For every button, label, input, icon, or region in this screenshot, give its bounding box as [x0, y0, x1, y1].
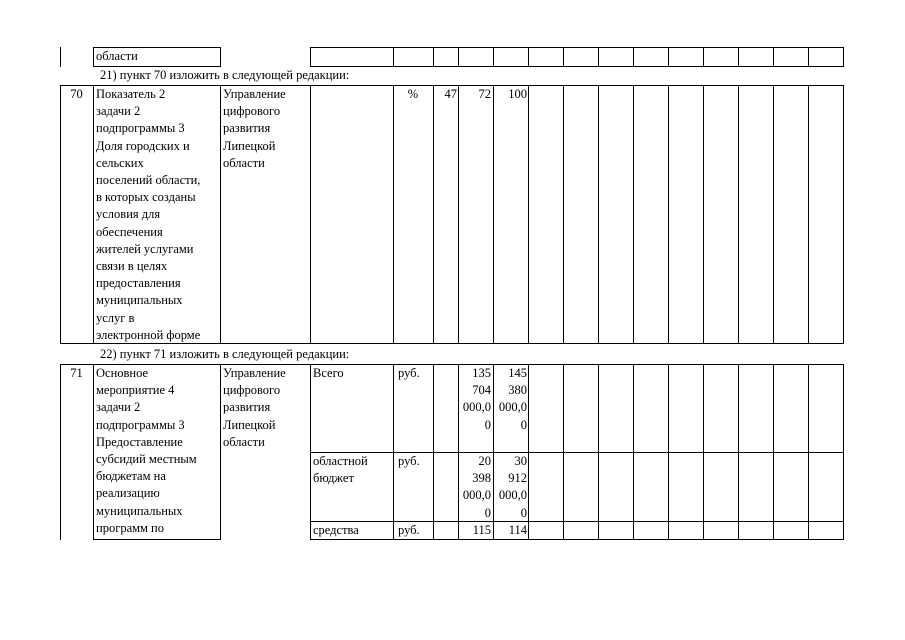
grid-line [60, 47, 61, 67]
text-line: цифрового [223, 383, 281, 398]
text-line: 30 [514, 454, 527, 468]
text-line: связи в целях [96, 259, 168, 273]
row70-unit: % [407, 87, 419, 101]
grid-line [433, 85, 434, 344]
grid-line [60, 85, 61, 344]
text-line: 145 [508, 366, 527, 380]
text-line: задачи 2 [96, 400, 141, 415]
text-line: бюджетам на [96, 469, 166, 484]
text-line: 000,0 [462, 488, 491, 503]
grid-line [808, 85, 809, 344]
grid-line [220, 85, 221, 344]
grid-line [458, 85, 459, 344]
text-line: Предоставление [96, 434, 183, 449]
grid-line [843, 364, 844, 540]
grid-line [493, 47, 494, 67]
text-line: руб. [398, 366, 420, 380]
grid-line [310, 85, 311, 344]
grid-line [843, 85, 844, 344]
text-line: 398 [472, 471, 491, 486]
text-line: субсидий местным [96, 452, 197, 466]
grid-line [458, 47, 459, 67]
text-line: условия для [96, 207, 161, 222]
amendment-22: 22) пункт 71 изложить в следующей редакции: [100, 347, 350, 361]
grid-line [93, 85, 94, 344]
row70-value-3: 100 [508, 87, 527, 101]
text-line: электронной форме [96, 327, 201, 342]
grid-line [393, 364, 394, 540]
text-line: обеспечения [96, 224, 163, 239]
text-line: муниципальных [96, 293, 183, 308]
text-line: 704 [472, 383, 491, 398]
text-line: услуг в [96, 310, 135, 325]
grid-line [433, 364, 434, 540]
grid-line [633, 85, 634, 344]
grid-line [528, 85, 529, 344]
grid-line [598, 85, 599, 344]
text-line: 0 [484, 505, 491, 520]
grid-line [60, 364, 61, 540]
text-line: подпрограммы 3 [96, 417, 185, 432]
grid-line [493, 364, 494, 540]
text-line: Основное [96, 366, 149, 380]
grid-line [563, 47, 564, 67]
grid-line [773, 85, 774, 344]
grid-line [220, 47, 221, 67]
grid-line [528, 364, 529, 540]
text-line: 000,0 [498, 400, 527, 415]
grid-line [60, 364, 844, 365]
grid-line [598, 364, 599, 540]
grid-line [93, 364, 94, 540]
text-line: предоставления [96, 276, 181, 291]
amendment-21: 21) пункт 70 изложить в следующей редакции: [100, 68, 350, 82]
grid-line [310, 521, 844, 522]
grid-line [310, 452, 844, 453]
text-line: Доля городских и [96, 138, 190, 153]
text-line: 000,0 [462, 400, 491, 415]
text-line: 0 [520, 417, 527, 432]
grid-line [633, 47, 634, 67]
grid-line [668, 364, 669, 540]
grid-line [633, 364, 634, 540]
grid-line [563, 85, 564, 344]
text-line: 115 [472, 523, 491, 537]
text-line: Всего [313, 366, 344, 380]
grid-line [433, 47, 434, 67]
text-line: области [223, 155, 265, 170]
grid-line [310, 47, 844, 48]
grid-line [773, 47, 774, 67]
text-line: средства [313, 523, 359, 537]
grid-line [458, 364, 459, 540]
text-line: 912 [508, 471, 527, 486]
grid-line [738, 47, 739, 67]
text-line: сельских [96, 155, 144, 170]
grid-line [668, 85, 669, 344]
grid-line [310, 364, 311, 540]
grid-line [703, 85, 704, 344]
text-line: бюджет [313, 471, 354, 486]
text-line: области [223, 434, 265, 449]
text-line: руб. [398, 523, 420, 537]
text-line: 000,0 [498, 488, 527, 503]
grid-line [808, 364, 809, 540]
text-line: Липецкой [223, 138, 276, 153]
text-line: развития [223, 121, 271, 136]
text-line: Показатель 2 [96, 87, 166, 101]
grid-line [703, 47, 704, 67]
text-line: 114 [508, 523, 527, 537]
grid-line [310, 539, 844, 540]
grid-line [220, 364, 221, 540]
grid-line [60, 343, 844, 344]
grid-line [93, 47, 94, 67]
text-line: 0 [520, 505, 527, 520]
text-line: Управление [223, 87, 286, 101]
text-line: реализацию [96, 486, 160, 501]
row70-number: 70 [70, 87, 83, 101]
text-line: поселений области, [96, 173, 201, 187]
text-line: задачи 2 [96, 104, 141, 119]
grid-line [393, 47, 394, 67]
grid-line [703, 364, 704, 540]
text-line: в которых созданы [96, 190, 196, 205]
text-line: программ по [96, 520, 164, 535]
text-line: 135 [472, 366, 491, 380]
grid-line [773, 364, 774, 540]
text-line: областной [313, 454, 368, 468]
grid-line [598, 47, 599, 67]
grid-line [93, 539, 221, 540]
grid-line [528, 47, 529, 67]
grid-line [393, 85, 394, 344]
row70-value-2: 72 [478, 87, 491, 101]
grid-line [843, 47, 844, 67]
text-line: муниципальных [96, 503, 183, 518]
text-line: жителей услугами [96, 241, 194, 256]
grid-line [310, 47, 311, 67]
grid-line [668, 47, 669, 67]
text-line: 380 [508, 383, 527, 398]
text-line: цифрового [223, 104, 281, 119]
row71-number: 71 [70, 366, 83, 380]
text-line: Управление [223, 366, 286, 380]
text-line: Липецкой [223, 417, 276, 432]
grid-line [738, 85, 739, 344]
grid-line [493, 85, 494, 344]
text-line: 20 [478, 454, 491, 468]
text-line: 0 [484, 417, 491, 432]
grid-line [738, 364, 739, 540]
prev-row-name-tail: области [96, 49, 138, 63]
grid-line [808, 47, 809, 67]
row70-value-1: 47 [444, 87, 457, 101]
text-line: руб. [398, 454, 420, 468]
text-line: подпрограммы 3 [96, 121, 185, 136]
grid-line [310, 66, 844, 67]
text-line: мероприятие 4 [96, 383, 175, 398]
grid-line [563, 364, 564, 540]
text-line: развития [223, 400, 271, 415]
